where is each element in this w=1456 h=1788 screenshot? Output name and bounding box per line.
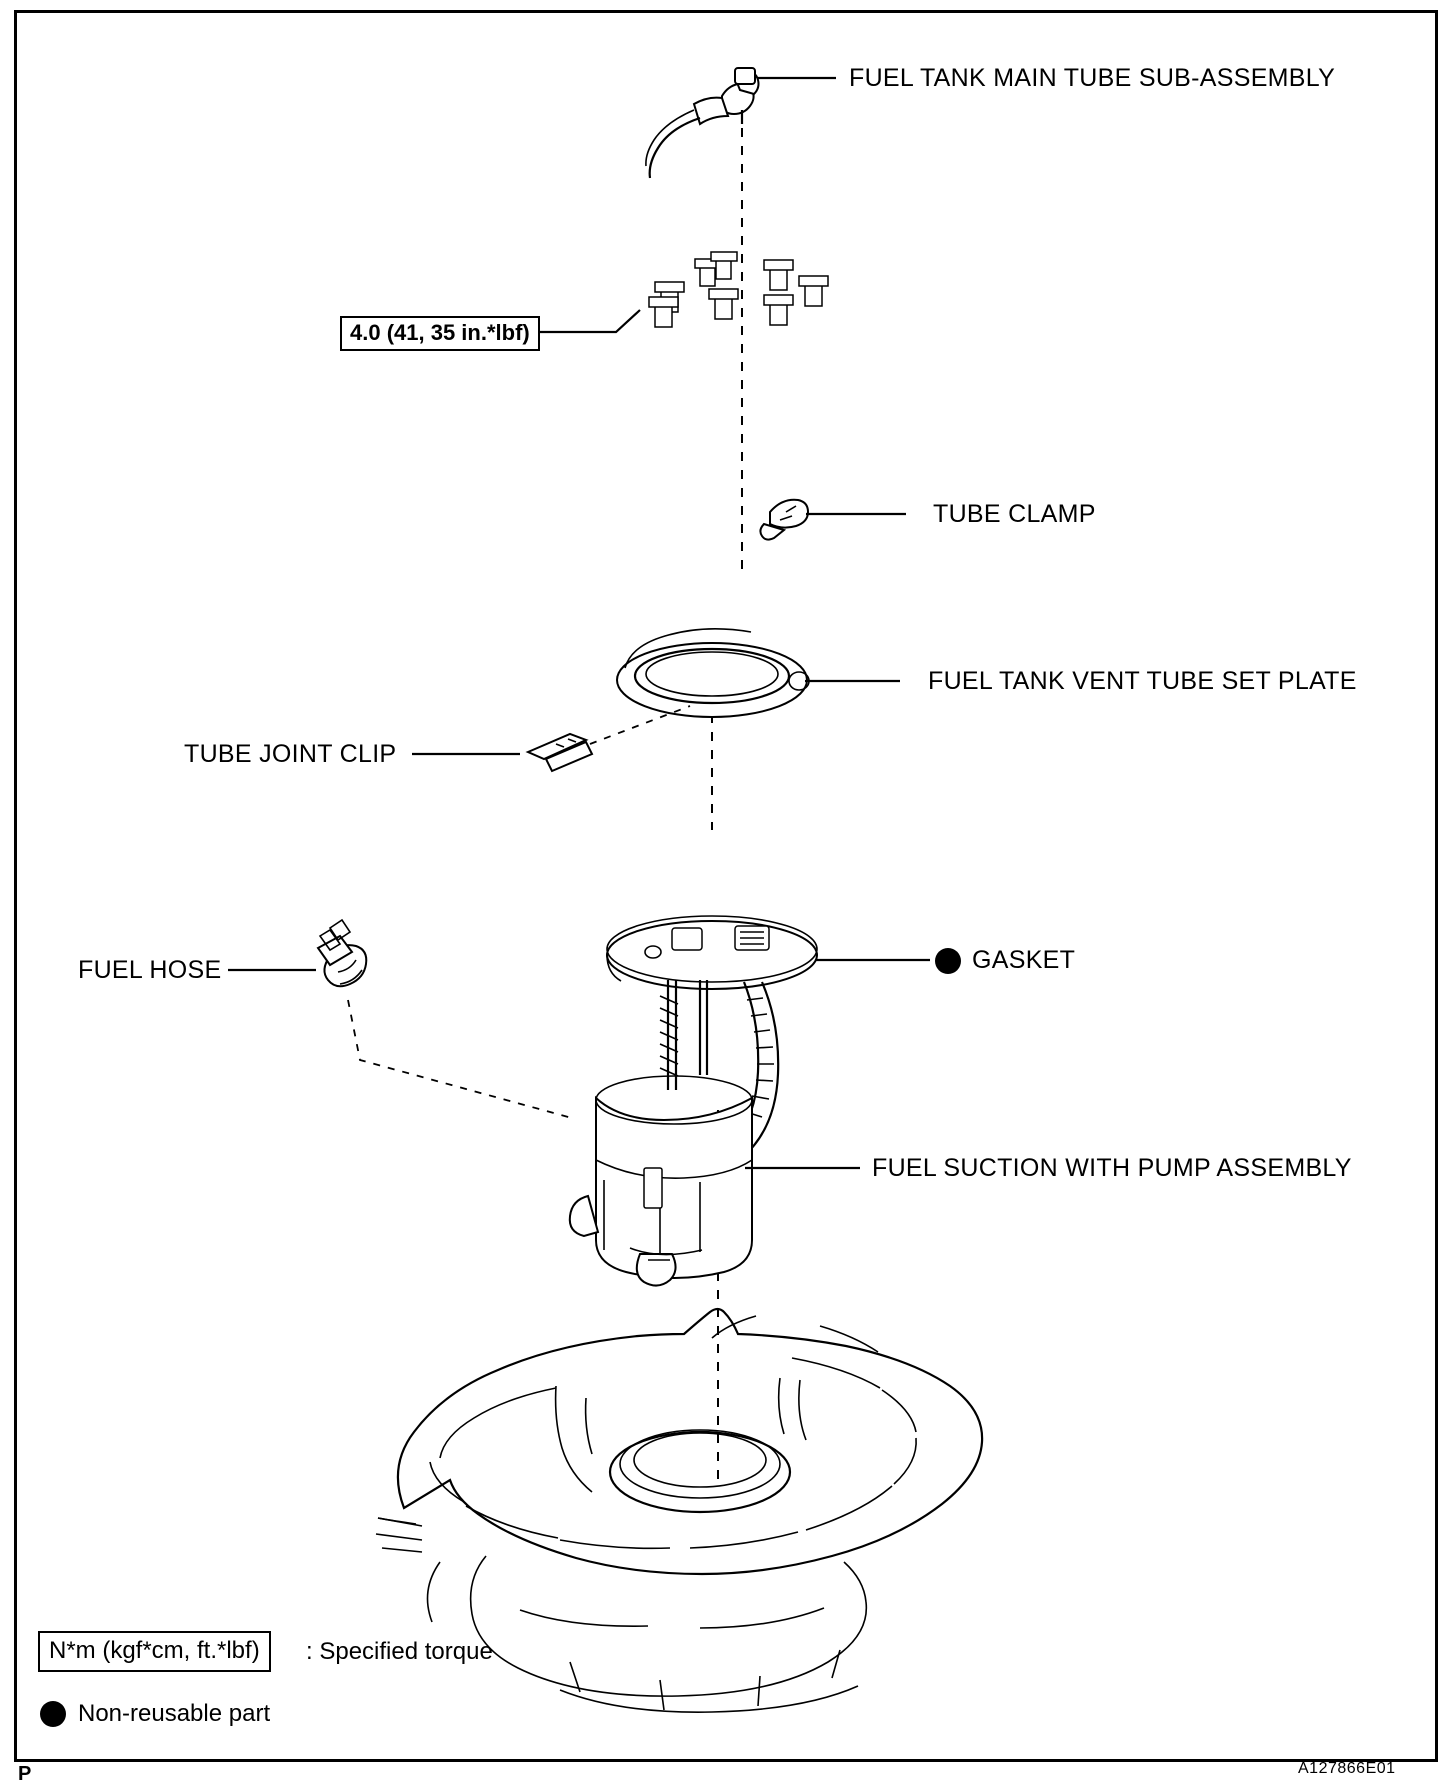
callout-tube-clamp: TUBE CLAMP	[933, 500, 1096, 528]
figure-code: A127866E01	[1298, 1760, 1396, 1777]
callout-fuel-tank-main-tube-sub-assembly: FUEL TANK MAIN TUBE SUB-ASSEMBLY	[849, 64, 1336, 92]
torque-spec-label: 4.0 (41, 35 in.*lbf)	[340, 316, 540, 351]
callout-fuel-hose: FUEL HOSE	[78, 956, 222, 984]
page-mark: P	[18, 1763, 32, 1785]
non-reusable-dot-icon	[935, 948, 961, 974]
callout-tube-joint-clip: TUBE JOINT CLIP	[184, 740, 397, 768]
legend-non-reusable-dot-icon	[40, 1701, 66, 1727]
legend-torque-unit-box: N*m (kgf*cm, ft.*lbf)	[38, 1631, 271, 1672]
callout-gasket: GASKET	[972, 946, 1076, 974]
callout-fuel-suction-with-pump-assembly: FUEL SUCTION WITH PUMP ASSEMBLY	[872, 1154, 1352, 1182]
callout-fuel-tank-vent-tube-set-plate: FUEL TANK VENT TUBE SET PLATE	[928, 667, 1357, 695]
legend-torque-unit-description: : Specified torque	[306, 1638, 493, 1665]
page-border	[14, 10, 1438, 1762]
legend-non-reusable-label: Non-reusable part	[78, 1700, 271, 1727]
